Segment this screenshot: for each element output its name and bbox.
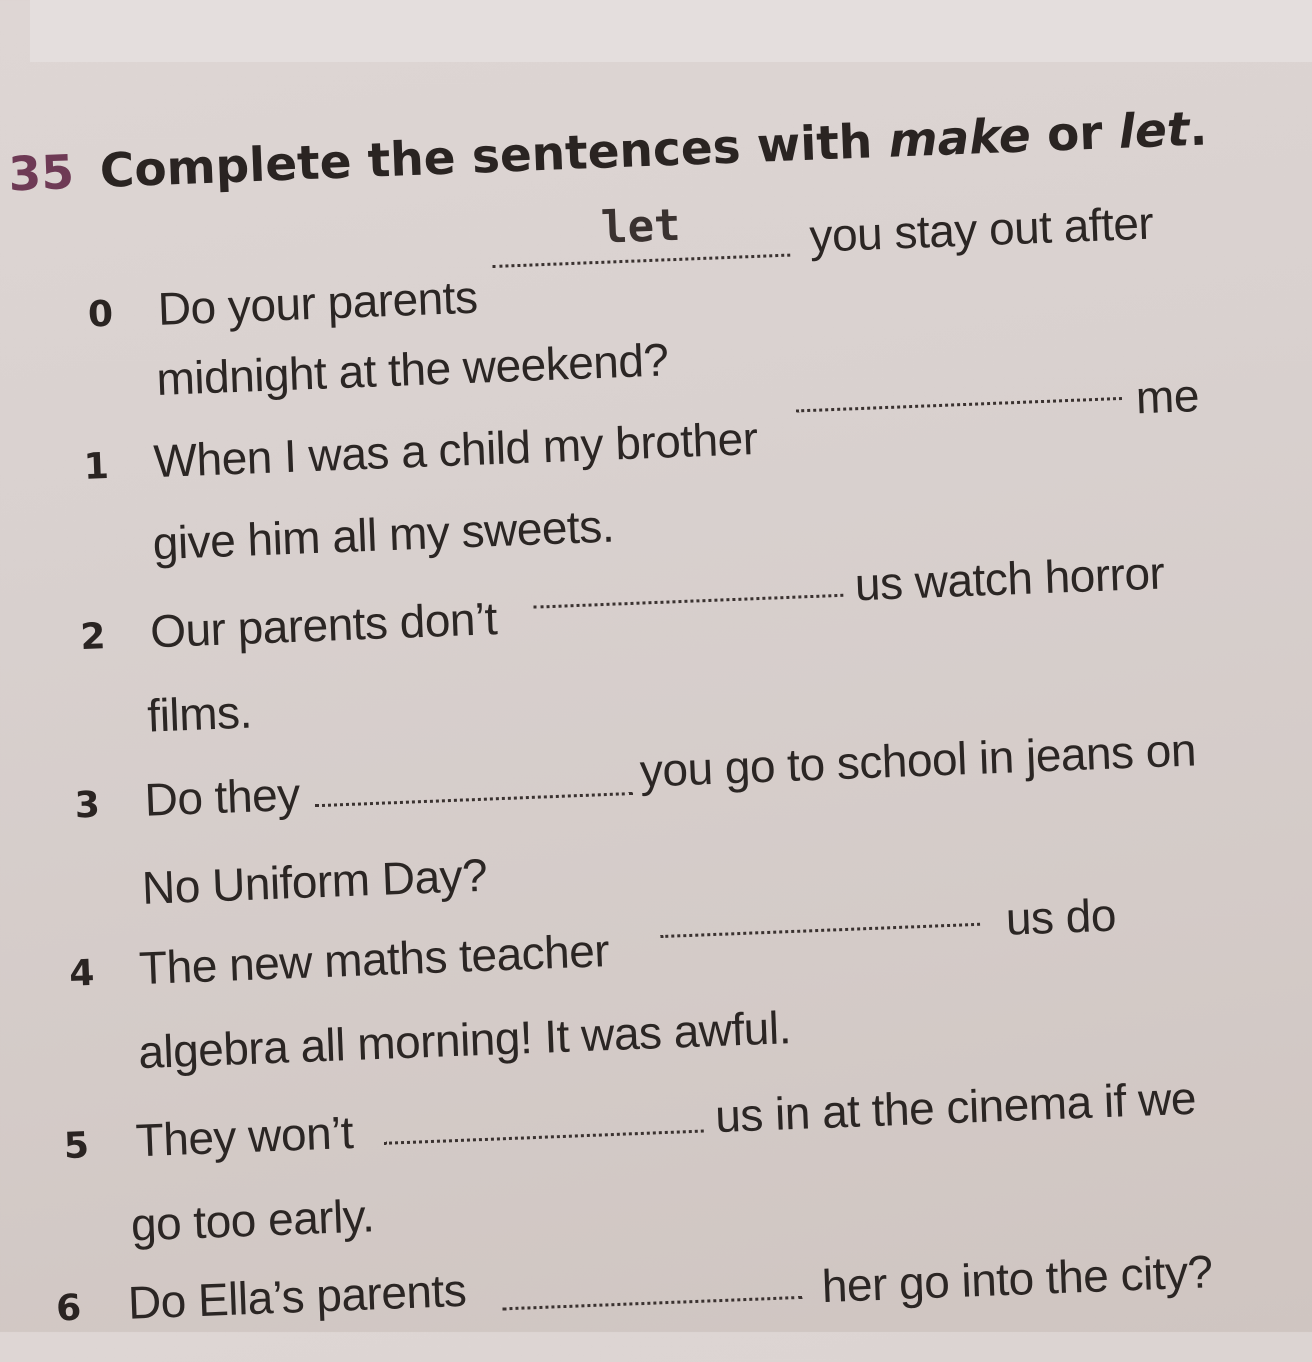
item-text-after: us watch horror xyxy=(853,546,1166,611)
answer-blank[interactable] xyxy=(384,1130,704,1145)
word-make: make xyxy=(887,108,1032,169)
answer-blank[interactable] xyxy=(660,923,980,938)
instruction-text: Complete the sentences with xyxy=(98,113,890,199)
item-number: 3 xyxy=(74,784,101,827)
item-number: 1 xyxy=(83,445,110,488)
item-text-before: Our parents don’t xyxy=(149,592,498,658)
answer-blank[interactable] xyxy=(502,1296,802,1311)
item-text-before: Do your parents xyxy=(156,270,479,335)
item-continuation: algebra all morning! It was awful. xyxy=(137,1001,792,1079)
item-number: 4 xyxy=(68,952,96,995)
instruction-end: . xyxy=(1188,101,1209,158)
item-text-before: Do they xyxy=(143,767,301,826)
answer-blank[interactable] xyxy=(533,594,843,609)
item-continuation: go too early. xyxy=(129,1189,376,1251)
item-continuation: give him all my sweets. xyxy=(151,499,615,570)
item-text-after: us do xyxy=(1004,888,1117,945)
exercise-title xyxy=(8,102,1209,203)
instruction-or: or xyxy=(1029,104,1120,164)
item-number: 2 xyxy=(79,616,107,659)
item-text-before: They won’t xyxy=(134,1106,355,1167)
item-text-after: me xyxy=(1134,369,1200,424)
item-number: 6 xyxy=(55,1287,82,1330)
item-text-after: you go to school in jeans on xyxy=(638,723,1197,797)
item-text-after: you stay out after xyxy=(808,196,1155,262)
item-continuation: No Uniform Day? xyxy=(141,848,489,914)
item-continuation: midnight at the weekend? xyxy=(155,333,670,405)
item-number: 0 xyxy=(87,293,114,336)
item-text-after: us in at the cinema if we xyxy=(714,1071,1197,1143)
item-text-after: her go into the city? xyxy=(820,1245,1214,1313)
item-text-before: Do Ella’s parents xyxy=(126,1263,468,1329)
answer-blank[interactable] xyxy=(492,254,790,268)
answer-blank[interactable] xyxy=(315,792,633,807)
item-text-before: The new maths teacher xyxy=(138,924,610,995)
word-let: let xyxy=(1117,102,1191,160)
item-number: 5 xyxy=(63,1125,90,1168)
exercise-number: 35 xyxy=(7,145,75,203)
answer-text: let xyxy=(600,199,682,254)
item-continuation: films. xyxy=(146,685,253,742)
item-text-before: When I was a child my brother xyxy=(152,411,759,488)
answer-blank[interactable] xyxy=(796,397,1122,413)
